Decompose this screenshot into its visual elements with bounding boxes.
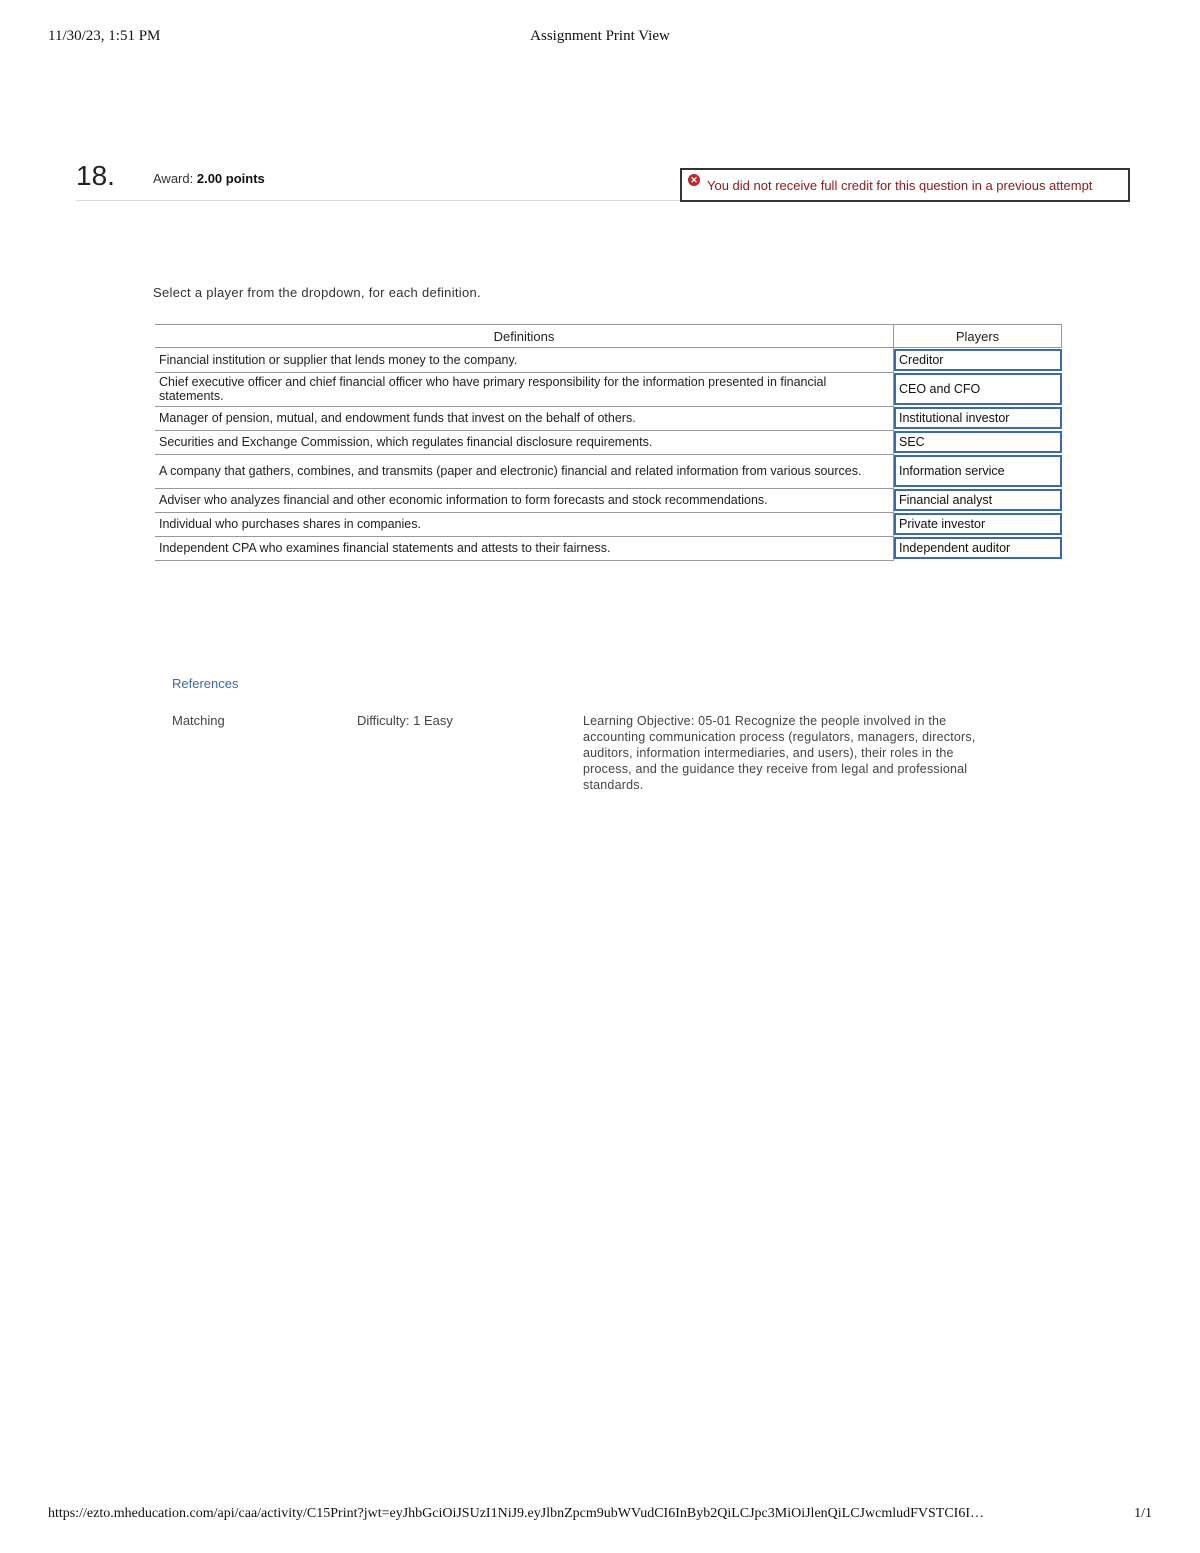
definition-text: Adviser who analyzes financial and other economic information to form forecasts and stock recommendations. (155, 488, 894, 512)
table-row (155, 348, 1062, 373)
definition-text: A company that gathers, combines, and transmits (paper and electronic) financial and related information from various sources. (155, 454, 894, 488)
question-type: Matching (172, 713, 225, 728)
table-row (155, 430, 1062, 454)
table-row (155, 372, 1062, 406)
print-datetime: 11/30/23, 1:51 PM (48, 28, 161, 44)
players-header: Players (894, 325, 1062, 348)
player-dropdown[interactable]: Creditor (894, 349, 1062, 371)
award-value: 2.00 points (196, 171, 265, 186)
references-link[interactable]: References (172, 676, 239, 691)
definitions-header: Definitions (155, 325, 894, 348)
player-dropdown[interactable]: CEO and CFO (894, 373, 1062, 405)
question-instruction: Select a player from the dropdown, for each definition. (153, 285, 481, 300)
difficulty: Difficulty: 1 Easy (357, 713, 453, 728)
player-dropdown[interactable]: Private investor (894, 513, 1062, 535)
table-row (155, 488, 1062, 512)
table-row (155, 454, 1062, 488)
page-number: 1/1 (1134, 1506, 1152, 1521)
question-divider (76, 200, 682, 201)
player-dropdown[interactable]: Information service (894, 455, 1062, 487)
definition-text: Securities and Exchange Commission, which regulates financial disclosure requirements. (155, 430, 894, 454)
print-url: https://ezto.mheducation.com/api/caa/activity/C15Print?jwt=eyJhbGciOiJSUzI1NiJ9.eyJlbnZpcm9ubWVudCI6InByb2QiLCJpc3MiOiJlenQiLCJwcmludFVSTCI6I… (48, 1506, 984, 1521)
credit-message: You did not receive full credit for this question in a previous attempt (707, 177, 1093, 193)
error-x-icon: ✕ (688, 174, 700, 186)
award-label: Award: (153, 171, 194, 186)
player-dropdown[interactable]: SEC (894, 431, 1062, 453)
table-row (155, 406, 1062, 430)
definition-text: Individual who purchases shares in companies. (155, 512, 894, 536)
print-header (48, 28, 1152, 48)
award (153, 171, 265, 186)
player-dropdown[interactable]: Financial analyst (894, 489, 1062, 511)
print-title: Assignment Print View (530, 28, 670, 44)
player-dropdown[interactable]: Institutional investor (894, 407, 1062, 429)
learning-objective: Learning Objective: 05-01 Recognize the people involved in the accounting communication process (regulators, managers, directors, auditors, information intermediaries, and users), their roles in the process, and the guidance they receive from legal and professional standards. (583, 714, 976, 792)
question-number: 18. (76, 160, 115, 191)
player-dropdown[interactable]: Independent auditor (894, 537, 1062, 559)
definition-text: Chief executive officer and chief financial officer who have primary responsibility for the information presented in financial statements. (155, 372, 894, 406)
table-row (155, 536, 1062, 560)
matching-table (155, 324, 1062, 561)
definition-text: Independent CPA who examines financial statements and attests to their fairness. (155, 536, 894, 560)
table-row (155, 512, 1062, 536)
definition-text: Manager of pension, mutual, and endowment funds that invest on the behalf of others. (155, 406, 894, 430)
definition-text: Financial institution or supplier that lends money to the company. (155, 348, 894, 373)
print-footer (48, 1506, 1152, 1526)
credit-notice (680, 168, 1130, 202)
